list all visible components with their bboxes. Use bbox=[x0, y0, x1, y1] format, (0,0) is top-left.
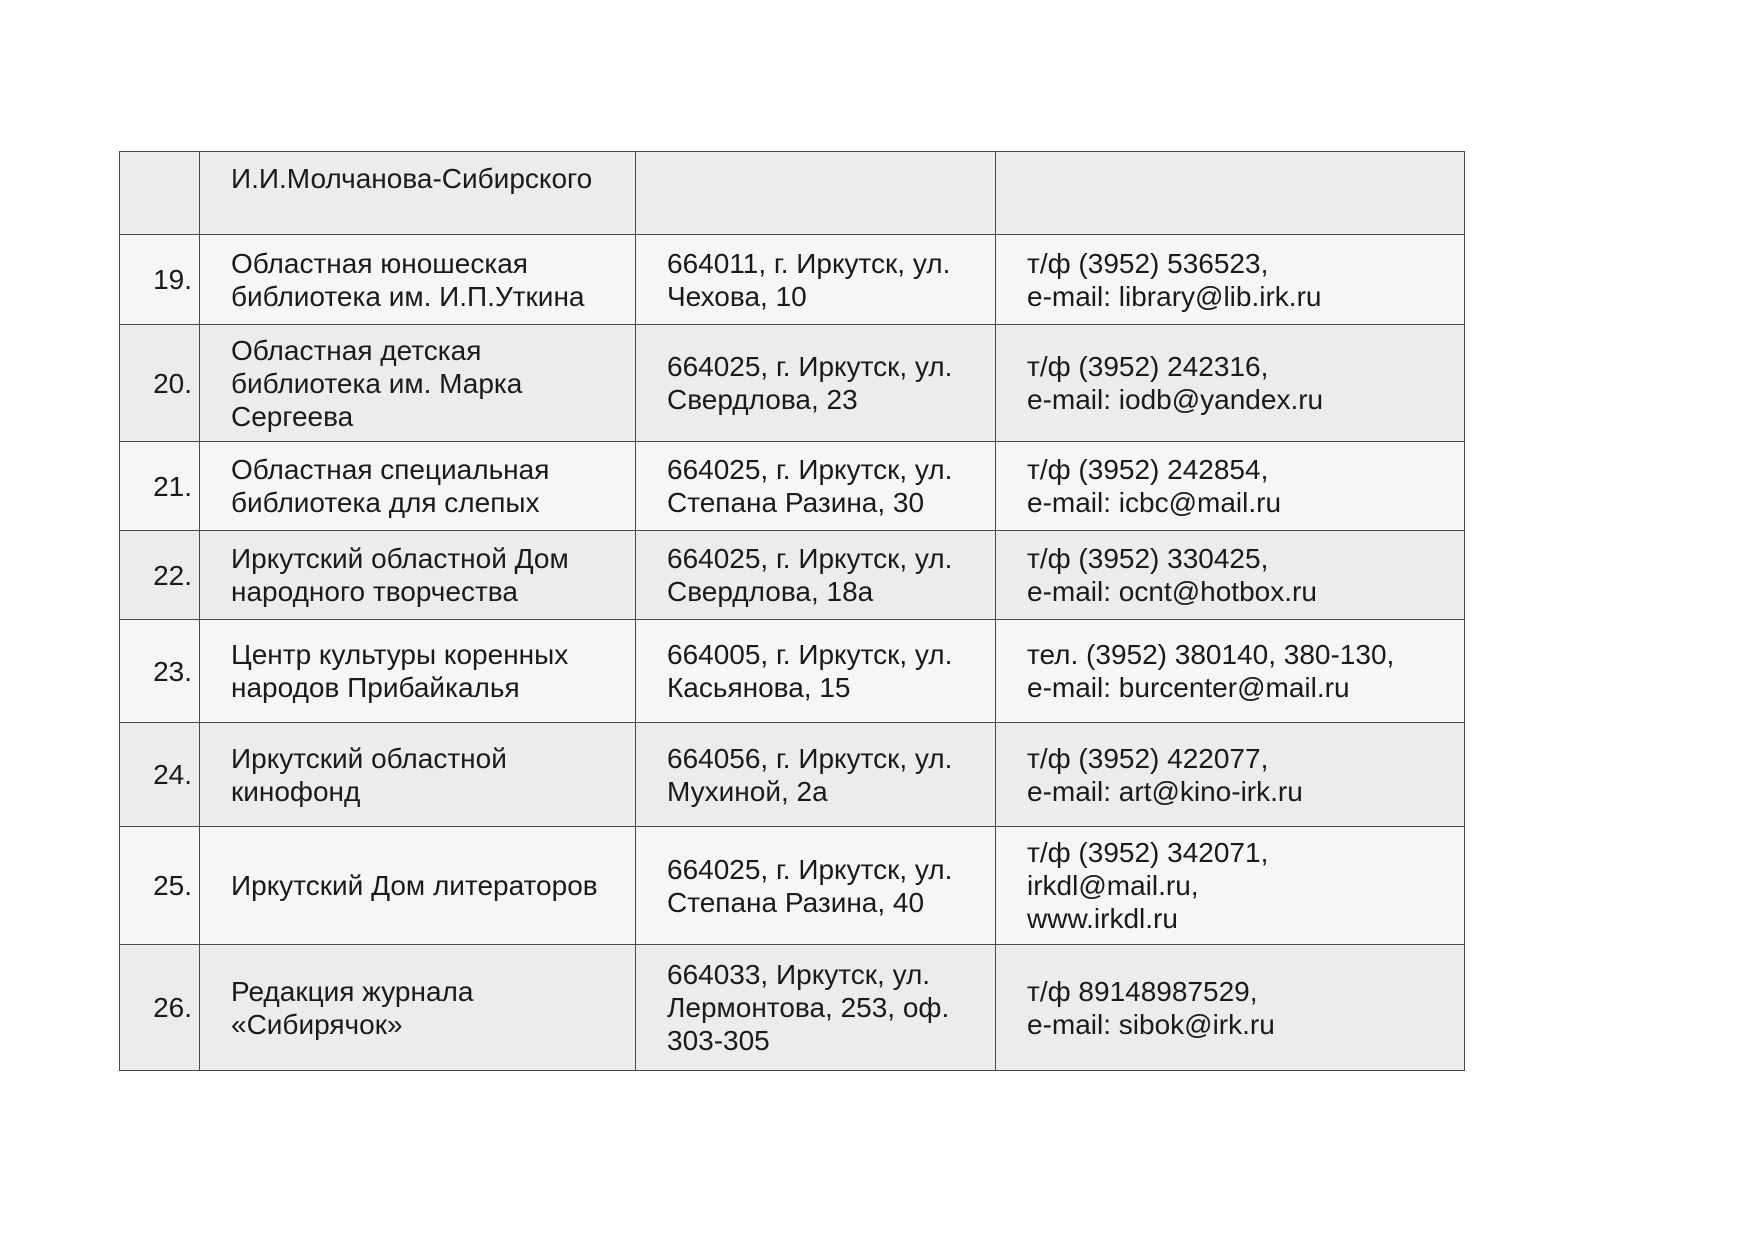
organization-name-cell bbox=[200, 827, 636, 945]
cell-line: 664033, Иркутск, ул. bbox=[667, 959, 931, 990]
cell-line: кинофонд bbox=[231, 775, 361, 807]
cell-line: 664025, г. Иркутск, ул. bbox=[667, 351, 953, 382]
row-number: 22. bbox=[120, 531, 200, 620]
organization-name-cell bbox=[200, 442, 636, 531]
table-row bbox=[120, 325, 1465, 442]
cell-line: т/ф 89148987529, bbox=[1027, 975, 1258, 1007]
table-row bbox=[120, 442, 1465, 531]
cell-line: Степана Разина, 30 bbox=[667, 487, 925, 518]
row-number bbox=[120, 152, 200, 235]
cell-line: Центр культуры коренных bbox=[231, 639, 569, 670]
address-cell bbox=[636, 325, 996, 442]
cell-line: e-mail: art@kino-irk.ru bbox=[1027, 775, 1303, 807]
cell-line: e-mail: iodb@yandex.ru bbox=[1027, 384, 1324, 415]
cell-line: e-mail: ocnt@hotbox.ru bbox=[1027, 576, 1317, 607]
cell-line: народов Прибайкалья bbox=[231, 672, 520, 703]
organization-name-cell bbox=[200, 620, 636, 723]
row-number: 21. bbox=[120, 442, 200, 531]
cell-line: т/ф (3952) 242316, bbox=[1027, 351, 1269, 382]
cell-line: Касьянова, 15 bbox=[667, 672, 851, 703]
contacts-cell bbox=[996, 531, 1465, 620]
cell-line: Иркутский областной Дом bbox=[231, 543, 569, 574]
cell-line: библиотека им. Марка bbox=[231, 367, 523, 399]
address-cell bbox=[636, 152, 996, 235]
table-row bbox=[120, 620, 1465, 723]
table-row bbox=[120, 723, 1465, 827]
cell-line: «Сибирячок» bbox=[231, 1008, 403, 1040]
cell-line: e-mail: sibok@irk.ru bbox=[1027, 1008, 1275, 1040]
cell-line: Лермонтова, 253, оф. bbox=[667, 992, 950, 1023]
address-cell bbox=[636, 723, 996, 827]
cell-line: Иркутский Дом литераторов bbox=[231, 870, 598, 901]
cell-line: Областная специальная bbox=[231, 454, 550, 485]
contacts-cell bbox=[996, 620, 1465, 723]
contacts-cell bbox=[996, 325, 1465, 442]
cell-line: Мухиной, 2а bbox=[667, 775, 828, 807]
table-row bbox=[120, 235, 1465, 325]
contacts-cell bbox=[996, 152, 1465, 235]
address-cell bbox=[636, 620, 996, 723]
cell-line: т/ф (3952) 536523, bbox=[1027, 247, 1269, 279]
cell-line: И.И.Молчанова-Сибирского bbox=[231, 163, 593, 194]
row-number: 25. bbox=[120, 827, 200, 945]
table-row bbox=[120, 945, 1465, 1071]
contacts-cell bbox=[996, 723, 1465, 827]
organization-name-cell bbox=[200, 723, 636, 827]
contacts-cell bbox=[996, 827, 1465, 945]
cell-line: 303-305 bbox=[667, 1025, 770, 1056]
cell-line: e-mail: burcenter@mail.ru bbox=[1027, 672, 1350, 703]
row-number: 20. bbox=[120, 325, 200, 442]
table-row bbox=[120, 827, 1465, 945]
organization-name-cell bbox=[200, 531, 636, 620]
address-cell bbox=[636, 531, 996, 620]
cell-line: 664025, г. Иркутск, ул. bbox=[667, 454, 953, 485]
cell-line: www.irkdl.ru bbox=[1027, 903, 1178, 934]
cell-line: 664025, г. Иркутск, ул. bbox=[667, 853, 953, 885]
address-cell bbox=[636, 945, 996, 1071]
cell-line: т/ф (3952) 242854, bbox=[1027, 454, 1269, 485]
cell-line: Свердлова, 23 bbox=[667, 384, 858, 415]
row-number: 26. bbox=[120, 945, 200, 1071]
cell-line: Редакция журнала bbox=[231, 975, 474, 1007]
cell-line: т/ф (3952) 330425, bbox=[1027, 543, 1269, 574]
contacts-cell bbox=[996, 442, 1465, 531]
cell-line: Степана Разина, 40 bbox=[667, 886, 925, 918]
cell-line: Чехова, 10 bbox=[667, 280, 807, 312]
cell-line: библиотека им. И.П.Уткина bbox=[231, 280, 585, 312]
organization-name-cell bbox=[200, 325, 636, 442]
cell-line: Областная юношеская bbox=[231, 247, 528, 279]
cell-line: Иркутский областной bbox=[231, 742, 507, 774]
organization-name-cell bbox=[200, 235, 636, 325]
cell-line: 664005, г. Иркутск, ул. bbox=[667, 639, 953, 670]
cell-line: тел. (3952) 380140, 380-130, bbox=[1027, 639, 1395, 670]
cell-line: библиотека для слепых bbox=[231, 487, 540, 518]
cell-line: e-mail: library@lib.irk.ru bbox=[1027, 280, 1322, 312]
cell-line: irkdl@mail.ru, bbox=[1027, 870, 1199, 901]
table-row bbox=[120, 531, 1465, 620]
cell-line: e-mail: icbc@mail.ru bbox=[1027, 487, 1282, 518]
address-cell bbox=[636, 827, 996, 945]
cell-line: 664025, г. Иркутск, ул. bbox=[667, 543, 953, 574]
cell-line: 664056, г. Иркутск, ул. bbox=[667, 742, 953, 774]
cell-line: Свердлова, 18а bbox=[667, 576, 874, 607]
cell-line: Областная детская bbox=[231, 334, 482, 366]
cell-line: 664011, г. Иркутск, ул. bbox=[667, 247, 951, 279]
contacts-cell bbox=[996, 945, 1465, 1071]
contacts-cell bbox=[996, 235, 1465, 325]
organizations-contact-table bbox=[119, 151, 1465, 1071]
cell-line: т/ф (3952) 422077, bbox=[1027, 742, 1269, 774]
row-number: 23. bbox=[120, 620, 200, 723]
table-body bbox=[120, 152, 1465, 1071]
row-number: 19. bbox=[120, 235, 200, 325]
cell-line: народного творчества bbox=[231, 576, 518, 607]
cell-line: т/ф (3952) 342071, bbox=[1027, 837, 1269, 868]
row-number: 24. bbox=[120, 723, 200, 827]
table-row bbox=[120, 152, 1465, 235]
organization-name-cell bbox=[200, 945, 636, 1071]
cell-line: Сергеева bbox=[231, 400, 354, 432]
organization-name-cell bbox=[200, 152, 636, 235]
address-cell bbox=[636, 442, 996, 531]
address-cell bbox=[636, 235, 996, 325]
